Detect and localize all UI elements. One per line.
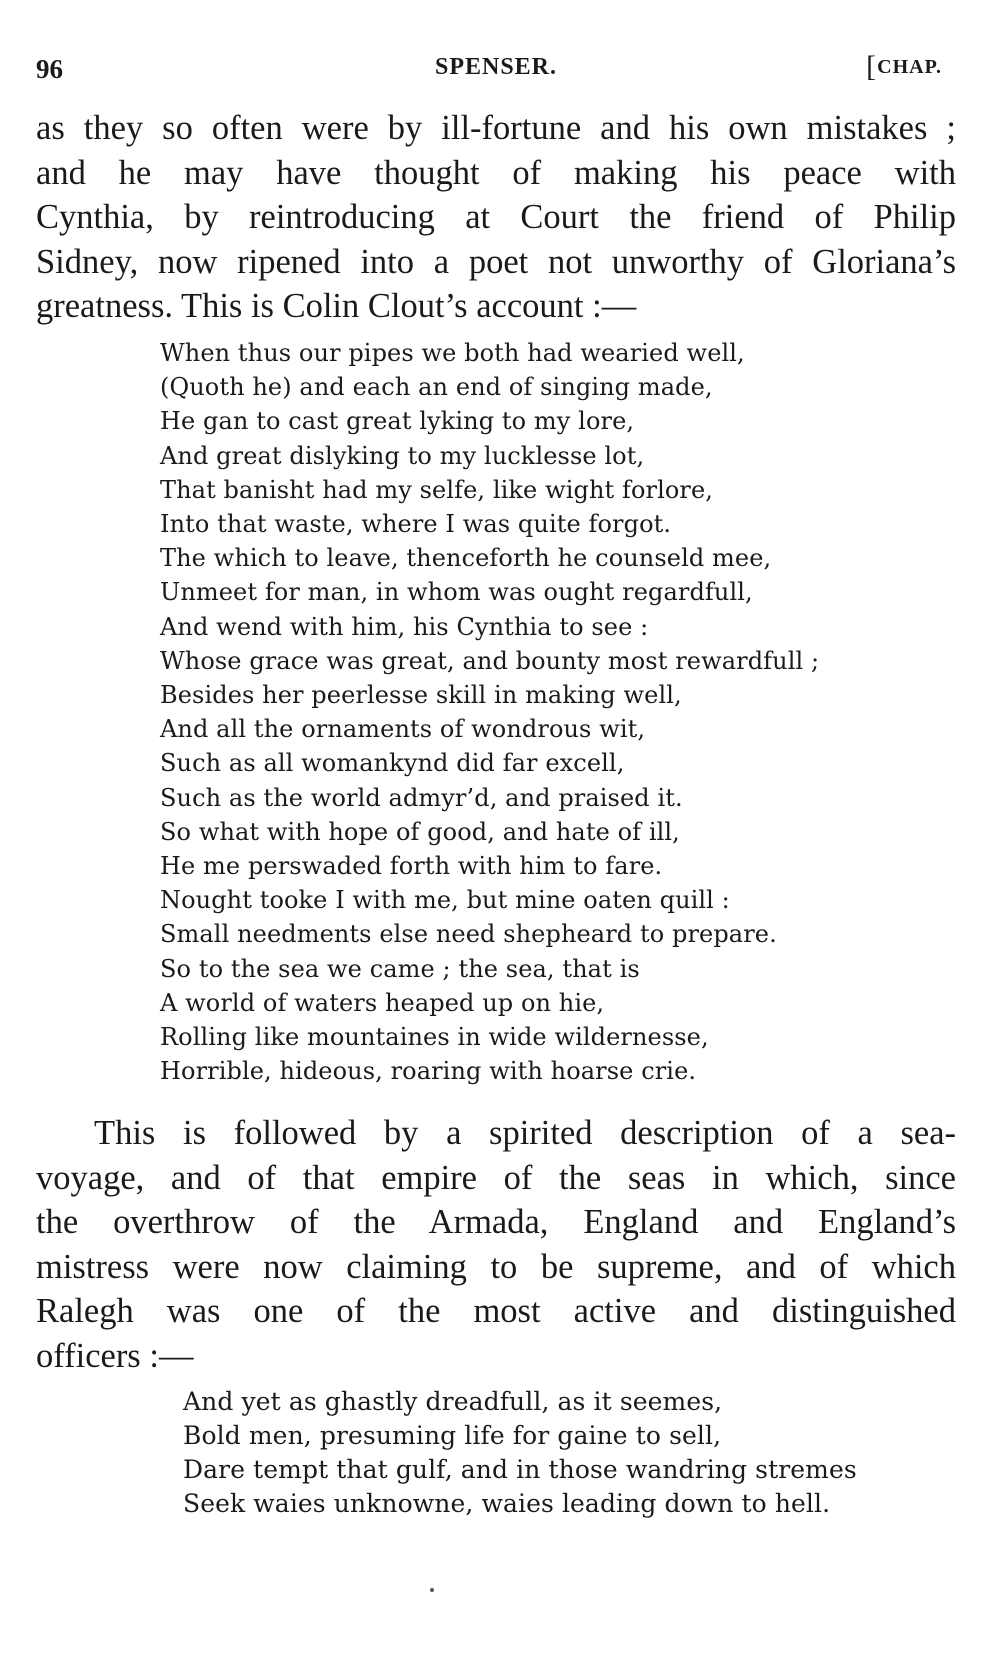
verse-line: Unmeet for man, in whom was ought regardfull, bbox=[160, 578, 753, 607]
verse-line: So what with hope of good, and hate of ill, bbox=[160, 817, 680, 846]
verse-line: Such as all womankynd did far excell, bbox=[160, 749, 625, 778]
prose-line: mistress were now claiming to be supreme, and of which bbox=[36, 1247, 956, 1286]
verse-line: Such as the world admyr’d, and praised it. bbox=[160, 783, 683, 812]
verse-line: So to the sea we came ; the sea, that is bbox=[160, 954, 640, 983]
prose-paragraph-1 bbox=[36, 106, 956, 329]
verse-line: Besides her peerlesse skill in making well, bbox=[160, 681, 682, 710]
verse-line: He me perswaded forth with him to fare. bbox=[160, 852, 663, 881]
chapter-bracket: [ bbox=[866, 50, 878, 83]
verse-line: (Quoth he) and each an end of singing made, bbox=[160, 373, 713, 402]
chapter-mark-label: CHAP. bbox=[877, 56, 942, 78]
verse-line: And all the ornaments of wondrous wit, bbox=[160, 715, 646, 744]
prose-line: This is followed by a spirited description of a sea- bbox=[94, 1114, 956, 1152]
prose-paragraph-2 bbox=[36, 1111, 956, 1378]
prose-line: voyage, and of that empire of the seas in which, since bbox=[36, 1158, 956, 1197]
verse-line: Horrible, hideous, roaring with hoarse crie. bbox=[160, 1057, 697, 1086]
verse-line: Whose grace was great, and bounty most rewardfull ; bbox=[160, 646, 820, 675]
verse-line: And yet as ghastly dreadfull, as it seemes, bbox=[183, 1387, 723, 1416]
verse-line: Nought tooke I with me, but mine oaten quill : bbox=[160, 886, 730, 915]
verse-line: When thus our pipes we both had wearied well, bbox=[160, 339, 745, 367]
verse-line: Bold men, presuming life for gaine to sell, bbox=[183, 1421, 722, 1450]
prose-line: Ralegh was one of the most active and distinguished bbox=[36, 1292, 956, 1330]
prose-line: officers :— bbox=[36, 1336, 194, 1375]
verse-line: And wend with him, his Cynthia to see : bbox=[160, 612, 649, 641]
verse-quotation-2 bbox=[183, 1385, 857, 1521]
verse-line: Dare tempt that gulf, and in those wandring stremes bbox=[183, 1455, 857, 1484]
chapter-mark bbox=[866, 50, 942, 84]
verse-line: Small needments else need shepheard to prepare. bbox=[160, 920, 777, 949]
page-number: 96 bbox=[36, 54, 63, 84]
verse-line: That banisht had my selfe, like wight forlore, bbox=[160, 475, 714, 504]
verse-line: Rolling like mountaines in wide wildernesse, bbox=[160, 1023, 709, 1052]
prose-line: the overthrow of the Armada, England and England’s bbox=[36, 1203, 956, 1241]
running-title: SPENSER. bbox=[434, 54, 558, 80]
prose-line: Sidney, now ripened into a poet not unworthy of Gloriana’s bbox=[36, 242, 956, 281]
verse-quotation-1 bbox=[160, 336, 819, 1088]
verse-line: A world of waters heaped up on hie, bbox=[160, 988, 605, 1017]
verse-line: The which to leave, thenceforth he counseld mee, bbox=[160, 544, 772, 573]
prose-line: and he may have thought of making his peace with bbox=[36, 153, 956, 192]
verse-line: And great dislyking to my lucklesse lot, bbox=[160, 441, 645, 470]
page-header bbox=[36, 48, 956, 88]
verse-line: He gan to cast great lyking to my lore, bbox=[160, 407, 635, 436]
print-speck bbox=[430, 1588, 434, 1592]
prose-line: Cynthia, by reintroducing at Court the friend of Philip bbox=[36, 198, 956, 236]
verse-line: Seek waies unknowne, waies leading down to hell. bbox=[183, 1489, 831, 1518]
prose-line: as they so often were by ill-fortune and his own mistakes ; bbox=[36, 109, 956, 147]
prose-line: greatness. This is Colin Clout’s account :— bbox=[36, 287, 637, 325]
verse-line: Into that waste, where I was quite forgot. bbox=[160, 510, 672, 539]
